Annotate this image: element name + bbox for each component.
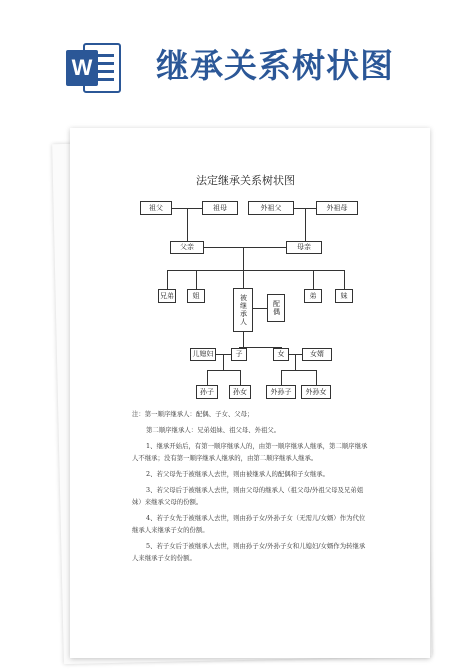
maternal-grandmother-box: 外祖母 — [316, 201, 358, 215]
younger-sister-box: 妹 — [335, 289, 353, 303]
connector-line — [313, 270, 314, 289]
word-logo-letter: W — [71, 55, 93, 80]
older-sister-box: 姐 — [187, 289, 205, 303]
connector-line — [243, 332, 244, 347]
son-box: 子 — [231, 348, 247, 361]
daughter-box: 女 — [273, 348, 289, 361]
banner-title: 继承关系树状图 — [156, 46, 394, 85]
connector-line — [187, 208, 188, 241]
spouse-box: 配偶 — [267, 294, 285, 322]
document-title: 法定继承关系树状图 — [196, 174, 295, 187]
older-brother-box: 兄弟 — [158, 289, 176, 303]
son-in-law-box: 女婿 — [302, 348, 332, 361]
connector-line — [281, 370, 282, 385]
maternal-grandfather-box: 外祖父 — [248, 201, 294, 215]
connector-line — [207, 370, 240, 371]
grandfather-box: 祖父 — [140, 201, 172, 215]
note-rule-2: 2、若父母先于被继承人去世，则由被继承人的配偶和子女继承。 — [146, 470, 330, 478]
mother-box: 母亲 — [286, 241, 322, 254]
connector-line — [207, 370, 208, 385]
note-rule-3: 3、若父母后于被继承人去世，则由父母的继承人（祖父母/外祖父母及兄弟姐妹）来继承父母的份额。 — [132, 486, 364, 506]
daughter-in-law-box: 儿媳妇 — [190, 348, 216, 361]
decedent-box: 被继承人 — [233, 288, 253, 332]
connector-line — [344, 270, 345, 289]
note-first-order: 注：第一顺序继承人：配偶、子女、父母； — [132, 410, 254, 418]
grandson-box: 孙子 — [196, 385, 218, 399]
note-rule-5: 5、若子女后于被继承人去世，则由孙子女/外孙子女和儿媳妇/女婿作为转继承人来继承子女的份额。 — [132, 542, 366, 562]
connector-line — [281, 370, 316, 371]
connector-line — [204, 247, 286, 248]
connector-line — [167, 270, 344, 271]
note-rule-1: 1、继承开始后，有第一顺序继承人的，由第一顺序继承人继承，第二顺序继承人不继承；没有第一顺序继承人继承的，由第二顺序继承人继承。 — [132, 442, 368, 462]
note-second-order: 第二顺序继承人：兄弟姐妹、祖父母、外祖父。 — [146, 426, 281, 434]
connector-line — [167, 270, 168, 289]
connector-line — [223, 354, 224, 370]
connector-line — [295, 354, 296, 370]
connector-line — [316, 370, 317, 385]
note-rule-4: 4、若子女先于被继承人去世，则由孙子女/外孙子女（无需儿/女婿）作为代位继承人来继承子女的份额。 — [132, 514, 366, 534]
younger-brother-box: 弟 — [304, 289, 322, 303]
connector-line — [243, 247, 244, 288]
connector-line — [240, 370, 241, 385]
word-document-icon — [64, 40, 122, 96]
maternal-granddaughter-box: 外孙女 — [301, 385, 331, 399]
father-box: 父亲 — [170, 241, 204, 254]
connector-line — [196, 270, 197, 289]
granddaughter-box: 孙女 — [229, 385, 251, 399]
maternal-grandson-box: 外孙子 — [266, 385, 296, 399]
connector-line — [253, 308, 267, 309]
connector-line — [305, 208, 306, 241]
grandmother-box: 祖母 — [202, 201, 238, 215]
notes-section — [132, 408, 368, 568]
banner-header — [0, 0, 474, 118]
